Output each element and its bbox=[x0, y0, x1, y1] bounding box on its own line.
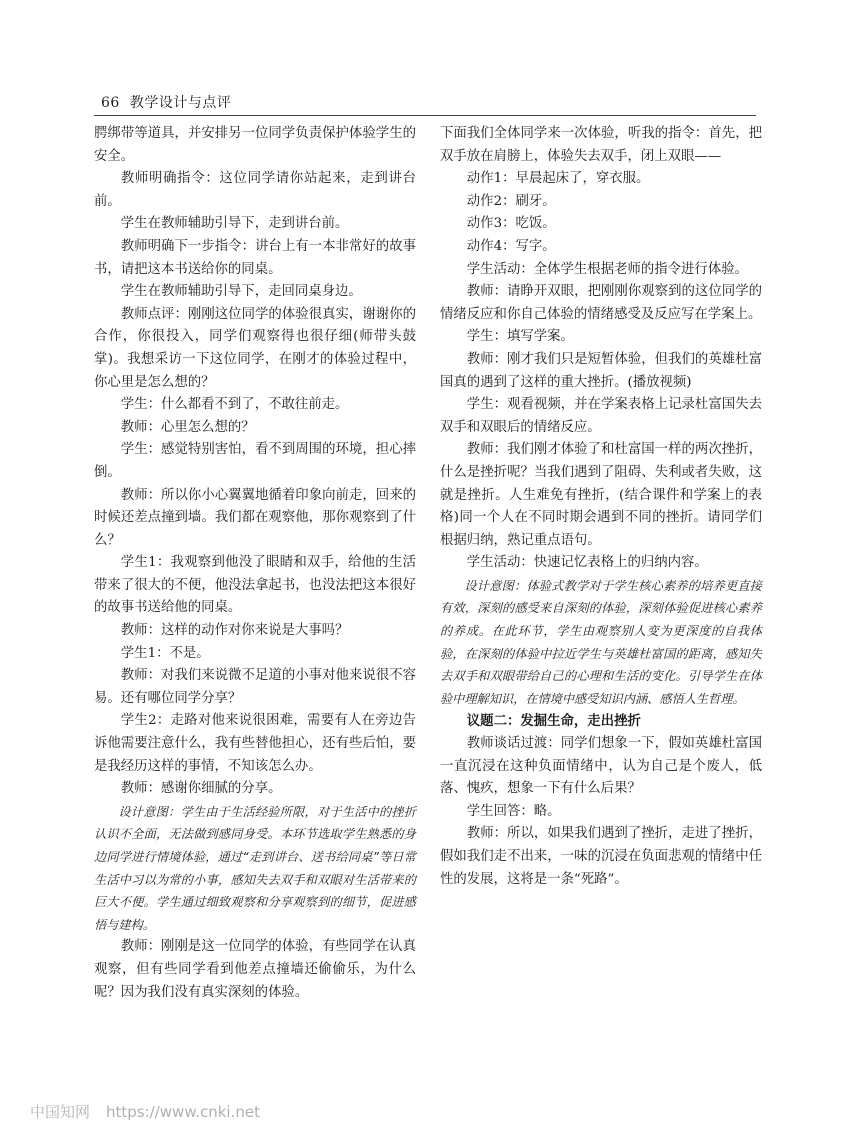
paragraph: 教师明确指令：这位同学请你站起来，走到讲台前。 bbox=[94, 171, 416, 209]
paragraph: 学生2：走路对他来说很困难，需要有人在旁边告诉他需要注意什么，我有些替他担心，还有些后怕，要是我经历这样的事情，不知该怎么办。 bbox=[94, 713, 416, 774]
paragraph: 教师：感谢你细腻的分享。 bbox=[120, 781, 282, 797]
book-title: 教学设计与点评 bbox=[129, 95, 232, 111]
paragraph: 教师：所以，如果我们遇到了挫折，走进了挫折，假如我们走不出来，一味的沉浸在负面悲观的情绪中任性的发展，这将是一条“死路”。 bbox=[440, 826, 762, 887]
paragraph: 学生1：我观察到他没了眼睛和双手，给他的生活带来了很大的不便，他没法拿起书，也没法把这本很好的故事书送给他的同桌。 bbox=[94, 555, 416, 616]
paragraph: 学生活动：快速记忆表格上的归纳内容。 bbox=[466, 555, 708, 571]
paragraph: 学生在教师辅助引导下，走回同桌身边。 bbox=[120, 284, 362, 300]
page-header bbox=[101, 92, 231, 112]
paragraph: 教师点评：刚刚这位同学的体验很真实，谢谢你的合作，你很投入，同学们观察得也很仔细(师带头鼓掌)。我想采访一下这位同学，在刚才的体验过程中，你心里是怎么想的？ bbox=[94, 306, 416, 390]
paragraph: 动作2：刷牙。 bbox=[466, 193, 556, 209]
paragraph: 教师谈话过渡：同学们想象一下，假如英雄杜富国一直沉浸在这种负面情绪中，认为自己是个废人，低落、愧疚，想象一下有什么后果？ bbox=[440, 736, 762, 797]
paragraph: 学生在教师辅助引导下，走到讲台前。 bbox=[120, 216, 349, 232]
paragraph: 学生：填写学案。 bbox=[466, 329, 574, 345]
footer-watermark bbox=[30, 1101, 260, 1122]
right-column bbox=[440, 123, 762, 891]
paragraph: 动作1：早晨起床了，穿衣服。 bbox=[466, 171, 650, 187]
paragraph: 教师：刚刚是这一位同学的体验，有些同学在认真观察，但有些同学看到他差点撞墙还偷偷乐，为什么呢？因为我们没有真实深刻的体验。 bbox=[94, 939, 416, 1000]
design-intent-note: 设计意图：体验式教学对于学生核心素养的培养更直接有效，深刻的感受来自深刻的体验，深刻体验促进核心素养的养成。在此环节，学生由观察别人变为更深度的自我体验，在深刻的体验中拉近学生与英雄杜富国的距离，感知失去双手和双眼带给自己的心理和生活的变化。引导学生在体验中理解知识，在情境中感受知识内涵、感悟人生哲理。 bbox=[440, 578, 762, 706]
paragraph: 学生：什么都看不到了，不敢往前走。 bbox=[120, 397, 349, 413]
paragraph: 教师：请睁开双眼，把刚刚你观察到的这位同学的情绪反应和你自己体验的情绪感受及反应写在学案上。 bbox=[440, 284, 762, 322]
paragraph: 教师：所以你小心翼翼地循着印象向前走，回来的时候还差点撞到墙。我们都在观察他，那你观察到了什么？ bbox=[94, 487, 416, 548]
paragraph: 腭绑带等道具，并安排另一位同学负责保护体验学生的安全。 bbox=[94, 126, 416, 164]
paragraph: 学生回答：略。 bbox=[466, 803, 561, 819]
paragraph: 动作4：写字。 bbox=[466, 238, 556, 254]
paragraph: 学生1：不是。 bbox=[120, 645, 210, 661]
cnki-logo-text: 中国知网 bbox=[30, 1103, 91, 1121]
paragraph: 教师：我们刚才体验了和杜富国一样的两次挫折，什么是挫折呢？当我们遇到了阻碍、失利或者失败，这就是挫折。人生难免有挫折，(结合课件和学案上的表格)同一个人在不同时期会遇到不同的挫折。请同学们根据归纳，熟记重点语句。 bbox=[440, 442, 762, 548]
design-intent-note: 设计意图：学生由于生活经验所限，对于生活中的挫折认识不全面，无法做到感同身受。本环节选取学生熟悉的身边同学进行情境体验，通过“走到讲台、送书给同桌”等日常生活中习以为常的小事，感知失去双手和双眼对生活带来的巨大不便。学生通过细致观察和分享观察到的细节，促进感悟与建构。 bbox=[94, 804, 416, 932]
paragraph: 学生活动：全体学生根据老师的指令进行体验。 bbox=[466, 261, 748, 277]
paragraph: 学生：感觉特别害怕，看不到周围的环境，担心摔倒。 bbox=[94, 442, 416, 480]
paragraph: 动作3：吃饭。 bbox=[466, 216, 556, 232]
paragraph: 教师明确下一步指令：讲台上有一本非常好的故事书，请把这本书送给你的同桌。 bbox=[94, 238, 416, 277]
page-number: 66 bbox=[101, 95, 120, 111]
paragraph: 学生：观看视频，并在学案表格上记录杜富国失去双手和双眼后的情绪反应。 bbox=[440, 397, 762, 435]
left-column bbox=[94, 123, 416, 1004]
paragraph: 教师：对我们来说微不足道的小事对他来说很不容易。还有哪位同学分享？ bbox=[94, 668, 416, 706]
section-heading: 议题二：发掘生命，走出挫折 bbox=[466, 713, 641, 730]
paragraph: 教师：这样的动作对你来说是大事吗？ bbox=[120, 623, 349, 639]
paragraph: 下面我们全体同学来一次体验，听我的指令：首先，把双手放在肩膀上，体验失去双手，闭上双眼—— bbox=[440, 126, 762, 164]
paragraph: 教师：心里怎么想的？ bbox=[120, 419, 255, 435]
header-rule bbox=[94, 115, 756, 116]
cnki-url[interactable]: https://www.cnki.net bbox=[106, 1103, 260, 1121]
paragraph: 教师：刚才我们只是短暂体验，但我们的英雄杜富国真的遇到了这样的重大挫折。(播放视频) bbox=[440, 351, 762, 390]
